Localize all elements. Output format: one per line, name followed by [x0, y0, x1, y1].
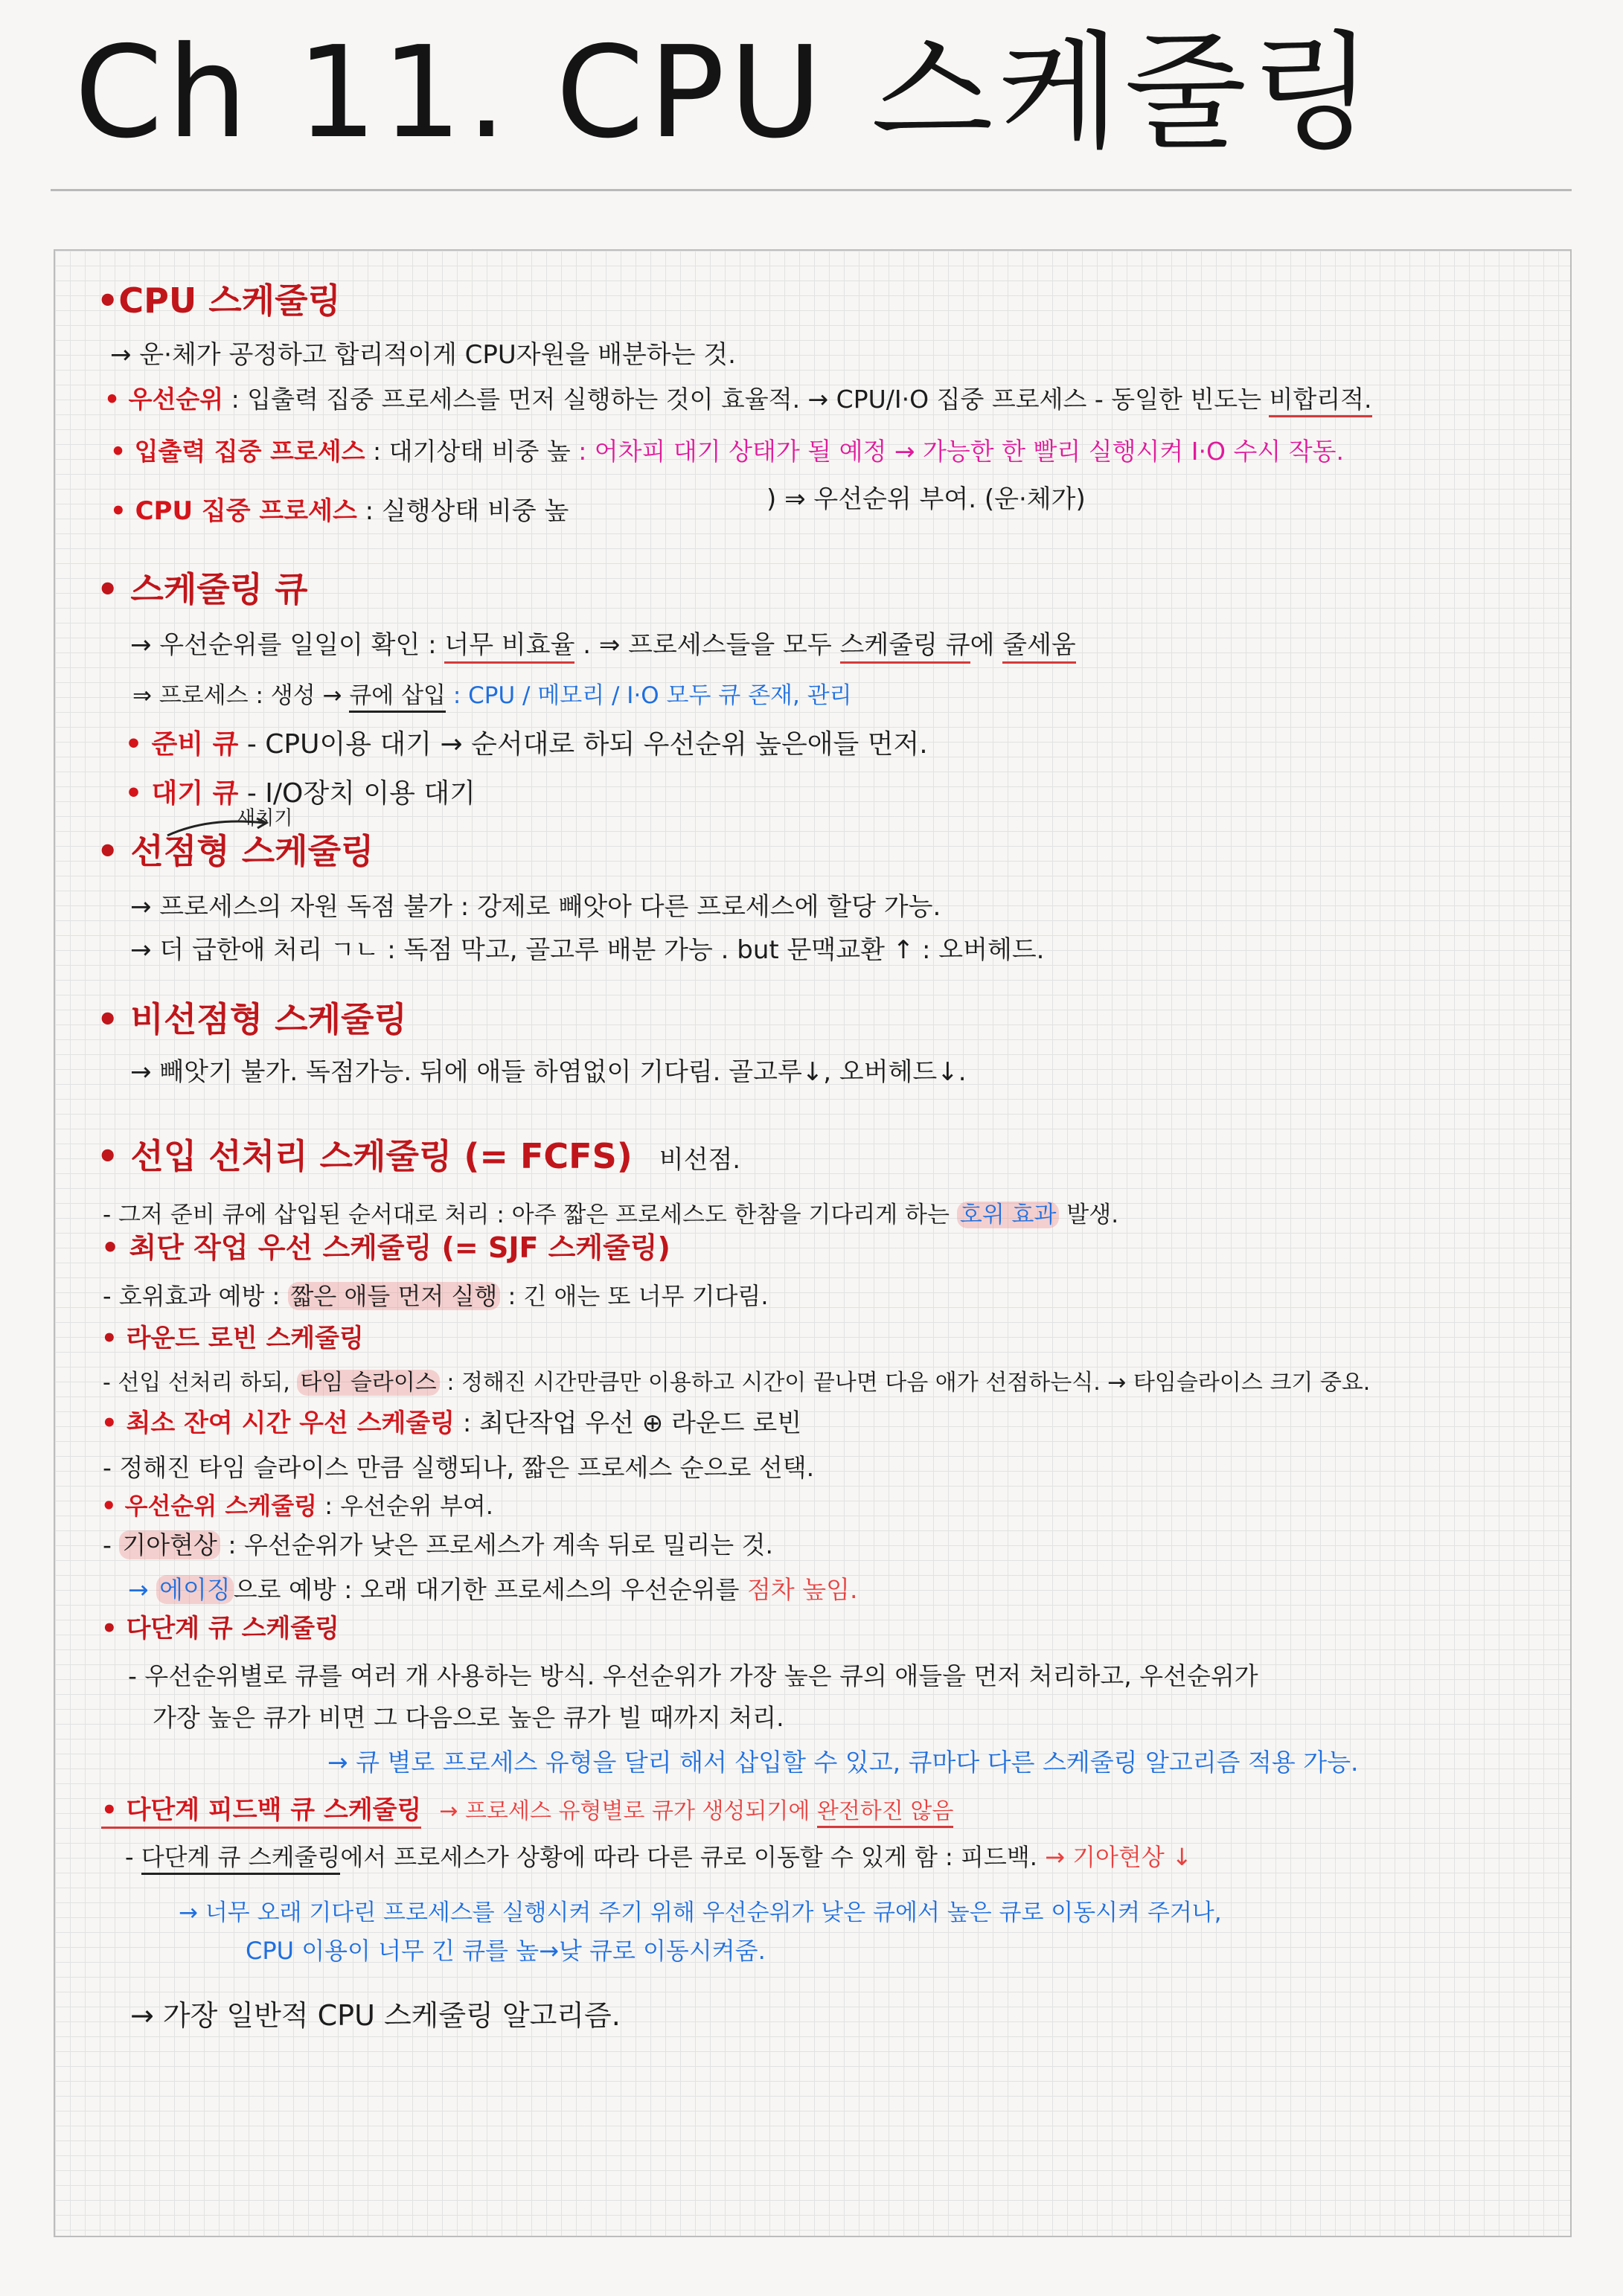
mlfq-title: • 다단계 피드백 큐 스케줄링	[101, 1795, 421, 1829]
priority-line	[104, 385, 1372, 414]
heading-sjf: • 최단 작업 우선 스케줄링 (= SJF 스케줄링)	[101, 1231, 670, 1264]
cpu-bound-text: : 실행상태 비중 높	[356, 496, 569, 526]
aging-b: 으로 예방 : 오래 대기한 프로세스의 우선순위를	[233, 1575, 748, 1604]
sjf-mark: 짧은 애들 먼저 실행	[288, 1282, 501, 1310]
mlq-line-1: - 우선순위별로 큐를 여러 개 사용하는 방식. 우선순위가 가장 높은 큐의 애들을 먼저 처리하고, 우선순위가	[128, 1661, 1258, 1690]
fcfs-line-b: 발생.	[1059, 1202, 1119, 1228]
starvation-mark: 기아현상	[119, 1530, 220, 1559]
mlfq-blue-2: CPU 이용이 너무 긴 큐를 높→낮 큐로 이동시켜줌.	[246, 1937, 766, 1965]
fcfs-title: • 선입 선처리 스케줄링 (= FCFS)	[97, 1136, 633, 1176]
heading-preemptive: • 선점형 스케줄링	[97, 831, 374, 871]
starvation-line	[103, 1531, 773, 1559]
queue-line-2a: ⇒ 프로세스 : 생성 →	[132, 682, 350, 709]
round-robin-line	[103, 1370, 1370, 1396]
priority-assign-note: ) ⇒ 우선순위 부여. (운·체가)	[766, 484, 1086, 514]
preemptive-line-2: → 더 급한애 처리 ㄱㄴ : 독점 막고, 골고루 배분 가능 . but 문맥교환 ↑ : 오버헤드.	[130, 935, 1045, 965]
mlfq-line-a: -	[125, 1843, 141, 1871]
srt-tag: : 최단작업 우선 ⊕ 라운드 로빈	[455, 1408, 802, 1438]
wait-queue-text: - I/O장치 이용 대기	[238, 778, 476, 809]
page-title: Ch 11. CPU 스케줄링	[74, 19, 1378, 167]
mlfq-line-red: → 기아현상 ↓	[1045, 1843, 1192, 1871]
io-bound-label: • 입출력 집중 프로세스	[110, 437, 365, 466]
ready-queue-label: • 준비 큐	[125, 729, 239, 760]
fcfs-convoy: 호위 효과	[957, 1202, 1060, 1228]
sjf-line-a: - 호위효과 예방 :	[103, 1282, 288, 1310]
mlfq-note: → 프로세스 유형별로 큐가 생성되기에	[439, 1798, 817, 1824]
sjf-line-b: : 긴 애는 또 너무 기다림.	[500, 1282, 769, 1310]
wait-queue-line	[125, 778, 476, 809]
mlfq-line	[125, 1844, 1192, 1871]
queue-line-2-ul: 큐에 삽입	[349, 682, 446, 713]
mlfq-blue-1: → 너무 오래 기다린 프로세스를 실행시켜 주기 위해 우선순위가 낮은 큐에서 높은 큐로 이동시켜 주거나,	[179, 1899, 1222, 1926]
rr-line-a: - 선입 선처리 하되,	[103, 1370, 298, 1396]
mlfq-line-b: 에서 프로세스가 상황에 따라 다른 큐로 이동할 수 있게 함 : 피드백.	[340, 1843, 1046, 1871]
heading-cpu-scheduling: •CPU 스케줄링	[97, 280, 341, 321]
priority-sched-heading	[101, 1492, 493, 1520]
mlfq-note-ul: 완전하진 않음	[817, 1798, 953, 1828]
non-preemptive-line: → 빼앗기 불가. 독점가능. 뒤에 애들 하염없이 기다림. 골고루↓, 오버헤드↓.	[130, 1057, 967, 1087]
preemptive-line-1: → 프로세스의 자원 독점 불가 : 강제로 빼앗아 다른 프로세스에 할당 가능.	[130, 892, 941, 922]
srt-title: • 최소 잔여 시간 우선 스케줄링	[101, 1408, 455, 1438]
wait-queue-label: • 대기 큐	[125, 778, 239, 809]
cut-in-note: 새치기	[237, 807, 293, 830]
cpu-bound-label: • CPU 집중 프로세스	[110, 496, 357, 526]
cpu-bound-line	[110, 497, 569, 526]
queue-line-1a: → 우선순위를 일일이 확인 :	[130, 630, 445, 660]
mlq-line-3: → 큐 별로 프로세스 유형을 달리 해서 삽입할 수 있고, 큐마다 다른 스케줄링 알고리즘 적용 가능.	[327, 1748, 1359, 1777]
srt-line: - 정해진 타임 슬라이스 만큼 실행되나, 짧은 프로세스 순으로 선택.	[103, 1453, 815, 1482]
priority-text: : 입출력 집중 프로세스를 먼저 실행하는 것이 효율적. → CPU/I·O 집중 프로세스 - 동일한 빈도는	[223, 385, 1270, 414]
priority-label: • 우선순위	[104, 385, 224, 414]
aging-line	[128, 1576, 858, 1604]
queue-line-1-ul: 너무 비효율	[444, 630, 574, 664]
heading-round-robin: • 라운드 로빈 스케줄링	[101, 1324, 364, 1353]
note-line: → 운·체가 공정하고 합리적이게 CPU자원을 배분하는 것.	[110, 340, 736, 370]
aging-red: 점차 높임.	[747, 1575, 858, 1604]
io-bound-text: : 대기상태 비중 높	[365, 437, 579, 466]
mlfq-line-ul: 다단계 큐 스케줄링	[141, 1843, 341, 1875]
queue-line-2-note: : CPU / 메모리 / I·O 모두 큐 존재, 관리	[445, 682, 852, 709]
aging-mark: 에이징	[156, 1575, 234, 1604]
fcfs-line-a: - 그저 준비 큐에 삽입된 순서대로 처리 : 아주 짧은 프로세스도 한참을 기다리게 하는	[103, 1202, 957, 1228]
mlfq-heading-line	[101, 1796, 953, 1825]
heading-multilevel-queue: • 다단계 큐 스케줄링	[101, 1614, 339, 1644]
rr-line-b: : 정해진 시간만큼만 이용하고 시간이 끝나면 다음 애가 선점하는식. → 타임슬라이스 크기 중요.	[439, 1370, 1371, 1396]
sjf-line	[103, 1283, 769, 1310]
conclusion-line: → 가장 일반적 CPU 스케줄링 알고리즘.	[130, 1999, 621, 2032]
aging-arrow: →	[128, 1575, 157, 1604]
io-bound-note: : 어차피 대기 상태가 될 예정 → 가능한 한 빨리 실행시켜 I·O 수시 작동.	[578, 437, 1344, 466]
queue-line-1-ul3: 줄세움	[1002, 630, 1076, 664]
starvation-a: -	[103, 1530, 120, 1559]
queue-line-1c: 에	[970, 630, 1003, 660]
priority-underlined: 비합리적.	[1269, 385, 1371, 417]
heading-scheduling-queue: • 스케줄링 큐	[97, 569, 308, 609]
priority-sched-title: • 우선순위 스케줄링	[101, 1492, 318, 1520]
heading-fcfs	[97, 1137, 740, 1176]
queue-line-1-ul2: 스케줄링 큐	[840, 630, 970, 664]
fcfs-tag: 비선점.	[659, 1145, 741, 1175]
starvation-b: : 우선순위가 낮은 프로세스가 계속 뒤로 밀리는 것.	[220, 1530, 774, 1559]
queue-line-1	[130, 631, 1076, 660]
heading-non-preemptive: • 비선점형 스케줄링	[97, 999, 407, 1039]
ready-queue-line	[125, 729, 928, 760]
mlq-line-2: 가장 높은 큐가 비면 그 다음으로 높은 큐가 빌 때까지 처리.	[153, 1703, 784, 1732]
priority-sched-tag: : 우선순위 부여.	[317, 1492, 493, 1520]
queue-line-1b: . ⇒ 프로세스들을 모두	[574, 630, 840, 660]
fcfs-line	[103, 1202, 1118, 1229]
io-bound-line	[110, 437, 1344, 466]
queue-line-2	[132, 683, 852, 710]
title-divider	[51, 189, 1572, 191]
rr-mark: 타임 슬라이스	[297, 1370, 439, 1396]
ready-queue-text: - CPU이용 대기 → 순서대로 하되 우선순위 높은애들 먼저.	[238, 729, 928, 760]
srt-heading-line	[101, 1409, 801, 1438]
